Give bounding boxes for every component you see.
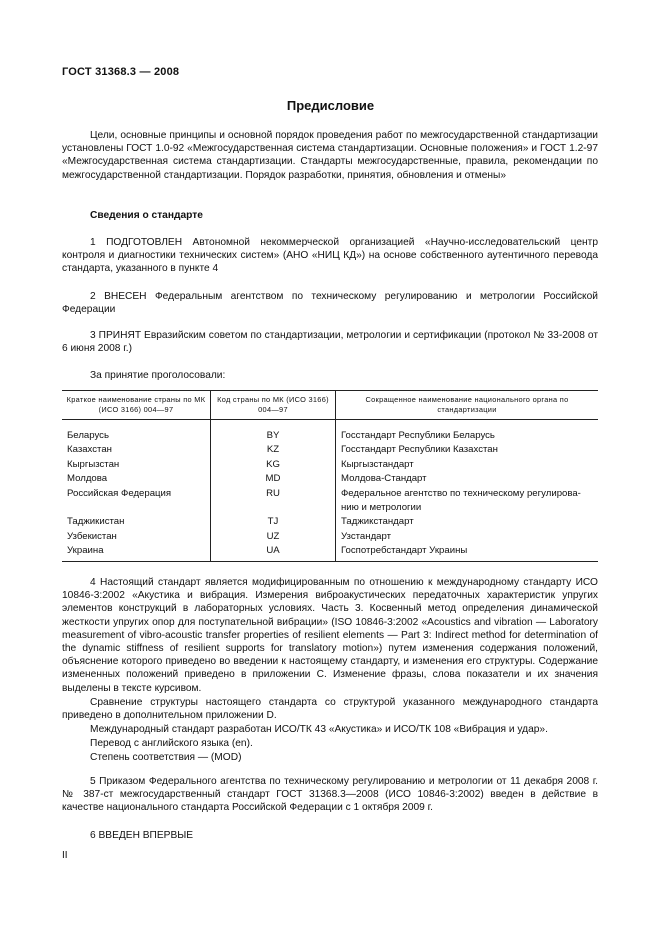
- code-cell: KG: [211, 458, 336, 472]
- item-2-submitted: 2 ВНЕСЕН Федеральным агентством по техническому регулированию и метрологии Российской Федерации: [62, 291, 598, 316]
- section-heading: Сведения о стандарте: [90, 210, 203, 221]
- table-row: [62, 420, 598, 444]
- country-cell: Беларусь: [67, 430, 109, 441]
- country-cell: Молдова: [67, 473, 108, 485]
- table-row: [62, 443, 598, 457]
- col-header-body: Сокращенное наименование национального органа по стандартизации: [336, 391, 599, 420]
- country-cell: Кыргызстан: [67, 458, 120, 470]
- body-cell: Госстандарт Республики Беларусь: [336, 420, 599, 444]
- col-header-country: Краткое наименование страны по МК (ИСО 3166) 004—97: [62, 391, 211, 420]
- body-cell: Федеральное агентство по техническому регулирова-: [336, 487, 599, 501]
- country-cell: [62, 501, 211, 515]
- code-cell: MD: [211, 472, 336, 486]
- country-cell: Узбекистан: [67, 530, 117, 542]
- table-row: [62, 515, 598, 529]
- voting-table: [62, 390, 598, 562]
- code-cell: TJ: [211, 515, 336, 529]
- country-cell: Казахстан: [67, 444, 112, 456]
- code-cell: [211, 501, 336, 515]
- country-cell: Таджикистан: [67, 516, 125, 528]
- item-3-adopted: 3 ПРИНЯТ Евразийским советом по стандартизации, метрологии и сертификации (протокол № 33-2008 от 6 июня 2008 г.): [62, 330, 598, 355]
- item-4-modification: 4 Настоящий стандарт является модифицированным по отношению к международному стандарту ИСО 10846-3:2002 «Акустика и вибрация. Измерения виброакустических передаточных характеристик упругих элементов конструкций в лабораторных условиях. Часть 3. Косвенный метод определения динамической жесткости упругих опор для поступательной вибрации» (ISO 10846-3:2002 «Acoustics and vibration — Laboratory measurement of vibro-acoustic transfer properties of resilient elements — Part 3: Indirect method for determination of the dynamic stiffness of resilient supports for translatory motion») путем изменения содержания положений, объяснение которого приведено во введении к настоящему стандарту, и изменения его структуры. Содержание измененных положений приведено в приложении С. Изменение фразы, слова показатели и их значения выделены в тексте курсивом.: [62, 577, 598, 694]
- table-row: [62, 487, 598, 501]
- code-cell: KZ: [211, 443, 336, 457]
- body-cell: Таджикстандарт: [336, 515, 599, 529]
- body-cell: Госстандарт Республики Казахстан: [336, 443, 599, 457]
- item-6-first-introduced: 6 ВВЕДЕН ВПЕРВЫЕ: [90, 830, 194, 841]
- voted-label: За принятие проголосовали:: [90, 370, 226, 381]
- code-cell: BY: [211, 420, 336, 444]
- table-header-row: [62, 391, 598, 420]
- page-title: Предисловие: [286, 98, 375, 113]
- table-row: [62, 530, 598, 544]
- page-number: II: [62, 850, 68, 861]
- item-4-structure: Сравнение структуры настоящего стандарта со структурой указанного международного стандарта приведено в дополнительном приложении D.: [62, 697, 598, 722]
- item-4-translation: Перевод с английского языка (en).: [90, 738, 253, 749]
- body-cell: нию и метрологии: [336, 501, 599, 515]
- item-4-degree: Степень соответствия — (MOD): [90, 752, 242, 763]
- item-1-prepared: 1 ПОДГОТОВЛЕН Автономной некоммерческой организацией «Научно-исследовательский центр контроля и диагностики технических систем» (АНО «НИЦ КД») на основе собственного аутентичного перевода стандарта, указанного в пункте 4: [62, 237, 598, 275]
- table-row: [62, 544, 598, 561]
- country-cell: Украина: [62, 544, 211, 561]
- code-cell: RU: [211, 487, 336, 501]
- table-row: [62, 472, 598, 486]
- country-cell: Российская Федерация: [67, 487, 172, 499]
- intro-paragraph: Цели, основные принципы и основной порядок проведения работ по межгосударственной стандартизации установлены ГОСТ 1.0-92 «Межгосударственная система стандартизации. Основные положения» и ГОСТ 1.2-97 «Межгосударственная система стандартизации. Стандарты межгосударственные, правила, рекомендации по межгосударственной стандартизации. Порядок разработки, принятия, обновления и отмены»: [62, 130, 598, 181]
- standard-header: ГОСТ 31368.3 — 2008: [62, 66, 180, 78]
- item-4-developer: Международный стандарт разработан ИСО/ТК 43 «Акустика» и ИСО/ТК 108 «Вибрация и удар».: [90, 724, 548, 735]
- body-cell: Госпотребстандарт Украины: [336, 544, 599, 561]
- table-row: [62, 458, 598, 472]
- body-cell: Кыргызстандарт: [336, 458, 599, 472]
- col-header-code: Код страны по МК (ИСО 3166) 004—97: [211, 391, 336, 420]
- item-5-order: 5 Приказом Федерального агентства по техническому регулированию и метрологии от 11 декабря 2008 г. № 387-ст межгосударственный стандарт ГОСТ 31368.3—2008 (ИСО 10846-3:2002) введен в действие в качестве национального стандарта Российской Федерации с 1 октября 2009 г.: [62, 776, 598, 814]
- body-cell: Узстандарт: [336, 530, 599, 544]
- body-cell: Молдова-Стандарт: [336, 472, 599, 486]
- code-cell: UZ: [211, 530, 336, 544]
- table-row: [62, 501, 598, 515]
- code-cell: UA: [211, 544, 336, 561]
